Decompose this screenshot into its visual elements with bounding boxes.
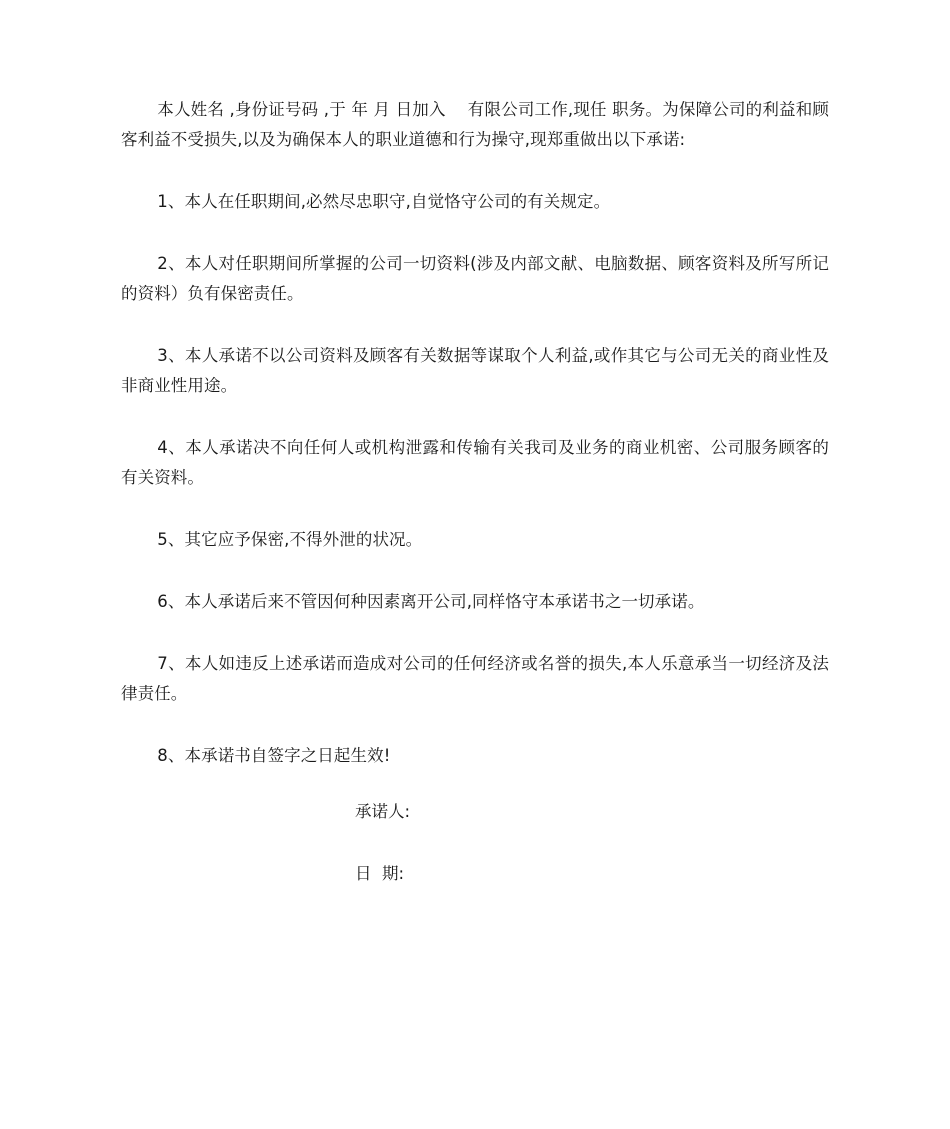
commitment-item-6: 6、本人承诺后来不管因何种因素离开公司,同样恪守本承诺书之一切承诺。: [157, 592, 705, 611]
commitment-item-8: 8、本承诺书自签字之日起生效!: [157, 746, 391, 765]
commitment-item-5: 5、其它应予保密,不得外泄的状况。: [157, 530, 423, 549]
document-body: [121, 95, 829, 803]
date-label: 日 期:: [355, 864, 405, 883]
intro-paragraph: 本人姓名 ,身份证号码 ,于 年 月 日加入 有限公司工作,现任 职务。为保障公司的利益和顾客利益不受损失,以及为确保本人的职业道德和行为操守,现郑重做出以下承诺:: [121, 100, 829, 149]
commitment-item-4: 4、本人承诺决不向任何人或机构泄露和传输有关我司及业务的商业机密、公司服务顾客的有关资料。: [121, 438, 829, 487]
commitment-item-2: 2、本人对任职期间所掌握的公司一切资料(涉及内部文献、电脑数据、顾客资料及所写所记的资料）负有保密责任。: [121, 254, 829, 303]
signature-block: [355, 797, 410, 921]
commitment-item-7: 7、本人如违反上述承诺而造成对公司的任何经济或名誉的损失,本人乐意承当一切经济及法律责任。: [121, 654, 829, 703]
promisor-label: 承诺人:: [355, 802, 411, 821]
commitment-item-3: 3、本人承诺不以公司资料及顾客有关数据等谋取个人利益,或作其它与公司无关的商业性及非商业性用途。: [121, 346, 829, 395]
commitment-item-1: 1、本人在任职期间,必然尽忠职守,自觉恪守公司的有关规定。: [157, 192, 611, 211]
